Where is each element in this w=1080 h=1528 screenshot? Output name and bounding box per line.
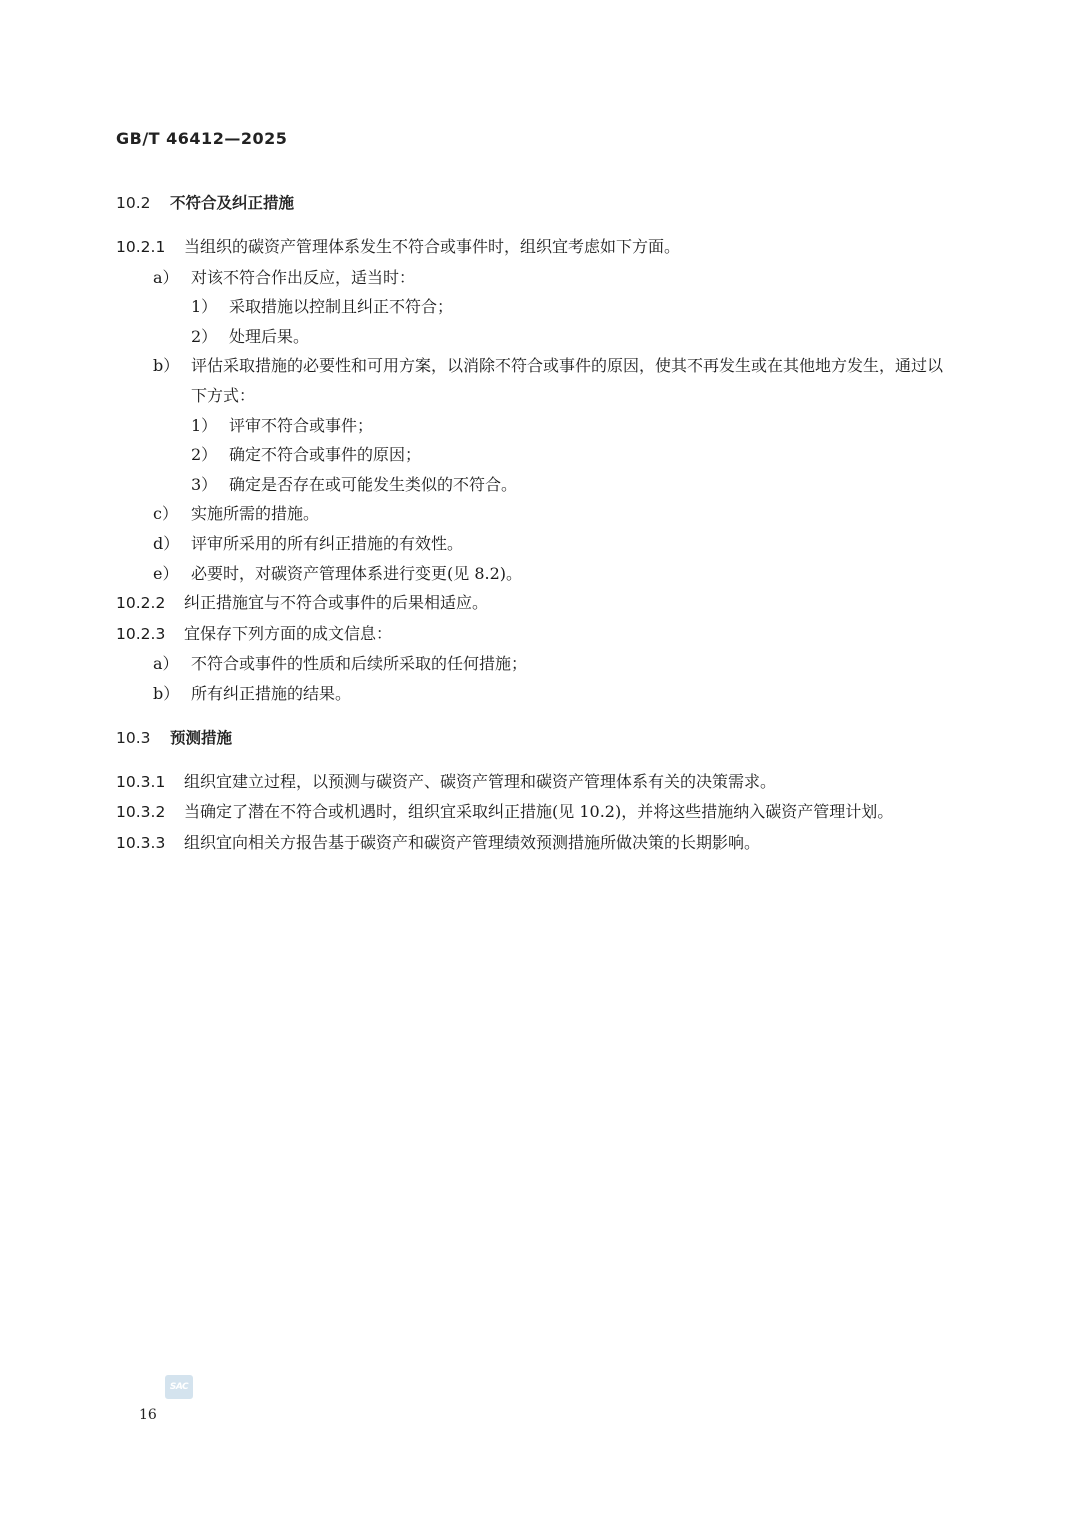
list-item	[116, 529, 956, 559]
clause-number: 10.2.1	[116, 238, 166, 256]
list-marker: e）	[153, 563, 179, 583]
list-text: 对该不符合作出反应，适当时：	[191, 267, 416, 287]
section-gap	[116, 709, 956, 723]
list-text: 必要时，对碳资产管理体系进行变更(见 8.2)。	[191, 563, 523, 583]
clause-number: 10.2.2	[116, 594, 166, 613]
list-item	[116, 322, 956, 352]
page-number: 16	[139, 1407, 157, 1423]
list-item	[116, 559, 956, 589]
list-text: 采取措施以控制且纠正不符合；	[229, 297, 454, 317]
sac-logo: SAC	[165, 1375, 193, 1399]
clause-text: 宜保存下列方面的成文信息：	[184, 623, 393, 643]
list-text: 评估采取措施的必要性和可用方案，以消除不符合或事件的原因，使其不再发生或在其他地方发生，通过以下方式：	[191, 356, 944, 405]
clause-text: 当确定了潜在不符合或机遇时，组织宜采取纠正措施(见 10.2)，并将这些措施纳入碳资产管理计划。	[184, 802, 894, 822]
list-text: 评审所采用的所有纠正措施的有效性。	[191, 533, 464, 553]
section-heading-10-3	[116, 723, 956, 753]
list-marker: 1）	[191, 415, 218, 435]
clause-text: 纠正措施宜与不符合或事件的后果相适应。	[184, 593, 489, 613]
list-item	[116, 679, 956, 709]
standard-code: GB/T 46412—2025	[116, 129, 288, 148]
clause-10-3-3	[116, 828, 956, 859]
clause-number: 10.2.3	[116, 624, 166, 643]
list-item	[116, 649, 956, 679]
list-text: 所有纠正措施的结果。	[191, 683, 352, 703]
list-item	[116, 470, 956, 500]
clause-10-2-2	[116, 588, 956, 619]
clause-number: 10.3.2	[116, 803, 166, 822]
list-item	[116, 263, 956, 293]
clause-10-2-3	[116, 619, 956, 650]
section-title: 预测措施	[170, 728, 233, 747]
section-number: 10.3	[116, 728, 151, 747]
clause-text: 组织宜向相关方报告基于碳资产和碳资产管理绩效预测措施所做决策的长期影响。	[184, 832, 761, 852]
page-content	[116, 188, 956, 858]
list-text: 确定是否存在或可能发生类似的不符合。	[229, 474, 518, 494]
clause-10-3-2	[116, 797, 956, 828]
list-item	[116, 292, 956, 322]
list-marker: c）	[153, 504, 178, 524]
section-title: 不符合及纠正措施	[170, 194, 295, 212]
section-heading-10-2	[116, 188, 956, 218]
list-marker: a）	[153, 267, 179, 287]
clause-number: 10.3.3	[116, 833, 166, 852]
list-marker: 1）	[191, 297, 218, 317]
list-marker: a）	[153, 654, 179, 674]
section-number: 10.2	[116, 194, 151, 212]
list-marker: b）	[153, 356, 180, 376]
list-item	[116, 351, 956, 410]
list-marker: 3）	[191, 474, 218, 494]
list-marker: b）	[153, 683, 180, 703]
list-text: 不符合或事件的性质和后续所采取的任何措施；	[191, 654, 528, 674]
list-text: 实施所需的措施。	[191, 504, 320, 524]
clause-text: 当组织的碳资产管理体系发生不符合或事件时，组织宜考虑如下方面。	[184, 237, 681, 256]
list-item	[116, 440, 956, 470]
clause-text: 组织宜建立过程，以预测与碳资产、碳资产管理和碳资产管理体系有关的决策需求。	[184, 771, 777, 791]
list-item	[116, 499, 956, 529]
list-item	[116, 411, 956, 441]
clause-number: 10.3.1	[116, 772, 166, 791]
list-text: 评审不符合或事件；	[229, 415, 374, 435]
list-marker: 2）	[191, 445, 218, 465]
clause-10-3-1	[116, 767, 956, 798]
list-marker: d）	[153, 533, 180, 553]
list-text: 确定不符合或事件的原因；	[229, 445, 422, 465]
list-text: 处理后果。	[229, 326, 310, 346]
list-marker: 2）	[191, 326, 218, 346]
clause-10-2-1	[116, 232, 956, 263]
